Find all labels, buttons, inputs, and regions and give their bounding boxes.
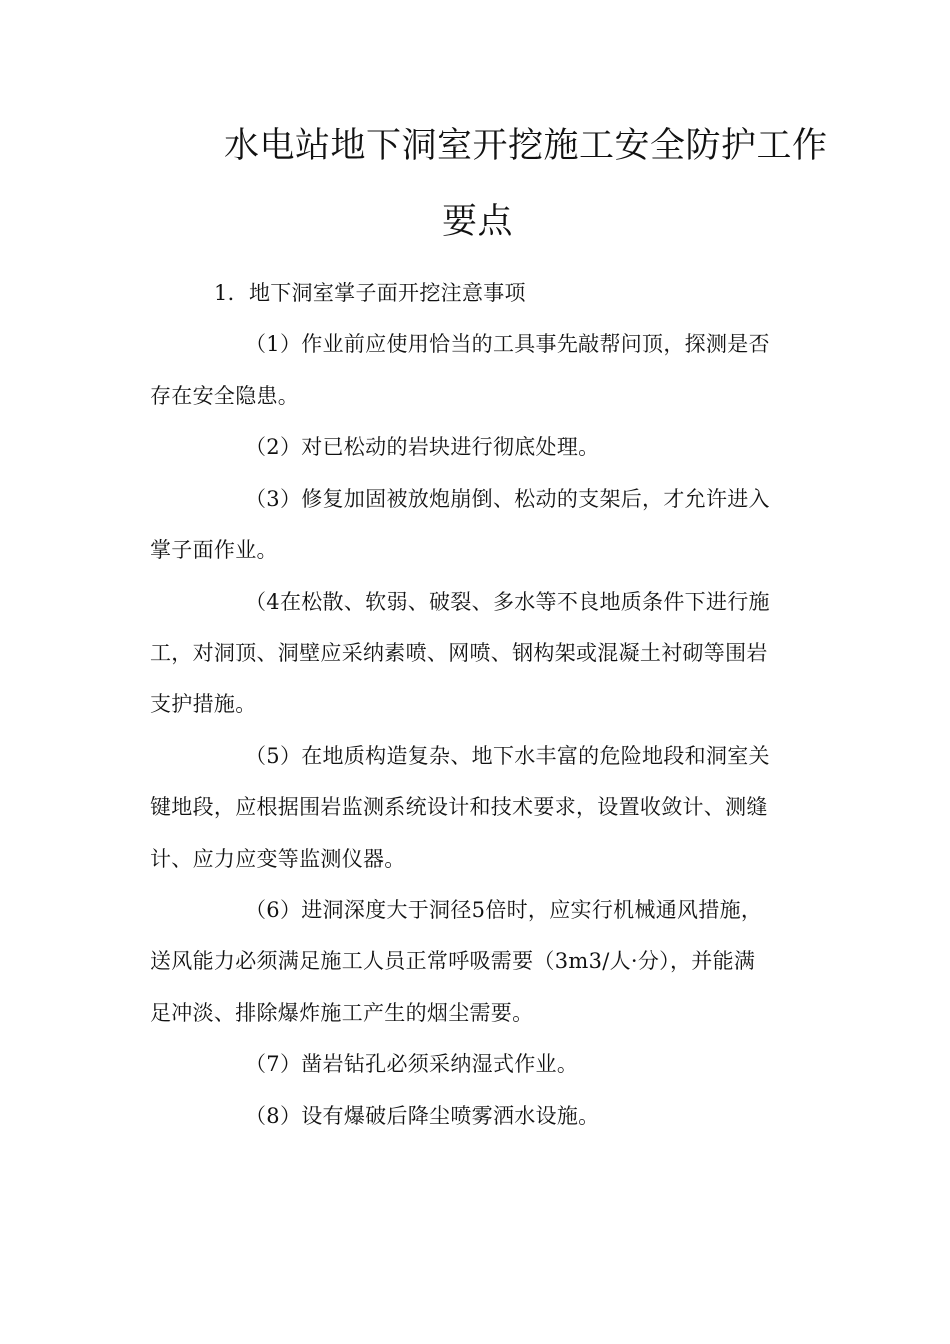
item-2-line-1: （2）对已松动的岩块进行彻底处理。: [245, 435, 600, 459]
section-heading: 1．地下洞室掌子面开挖注意事项: [214, 281, 526, 305]
item-5-line-1: （5）在地质构造复杂、地下水丰富的危险地段和洞室关: [245, 744, 770, 768]
item-6-line-1: （6）进洞深度大于洞径5倍时，应实行机械通风措施，: [245, 898, 763, 922]
item-4-line-1: （4在松散、软弱、破裂、多水等不良地质条件下进行施: [245, 590, 770, 614]
item-4-line-3: 支护措施。: [150, 692, 257, 716]
item-6-line-2: 送风能力必须满足施工人员正常呼吸需要（3m3/人·分），并能满: [150, 949, 756, 973]
item-5-line-2: 键地段，应根据围岩监测系统设计和技术要求，设置收敛计、测缝: [150, 795, 768, 819]
item-8-line-1: （8）设有爆破后降尘喷雾洒水设施。: [245, 1104, 600, 1128]
item-4-line-2: 工，对洞顶、洞壁应采纳素喷、网喷、钢构架或混凝土衬砌等围岩: [150, 641, 768, 665]
item-3-line-2: 掌子面作业。: [150, 538, 278, 562]
item-5-line-3: 计、应力应变等监测仪器。: [150, 847, 406, 871]
item-1-line-1: （1）作业前应使用恰当的工具事先敲帮问顶，探测是否: [245, 332, 770, 356]
item-7-line-1: （7）凿岩钻孔必须采纳湿式作业。: [245, 1052, 579, 1076]
item-1-line-2: 存在安全隐患。: [150, 384, 300, 408]
item-3-line-1: （3）修复加固被放炮崩倒、松动的支架后，才允许进入: [245, 487, 770, 511]
item-6-line-3: 足冲淡、排除爆炸施工产生的烟尘需要。: [150, 1001, 534, 1025]
document-title-line-1: 水电站地下洞室开挖施工安全防护工作: [224, 126, 828, 166]
document-title-line-2: 要点: [442, 202, 514, 242]
